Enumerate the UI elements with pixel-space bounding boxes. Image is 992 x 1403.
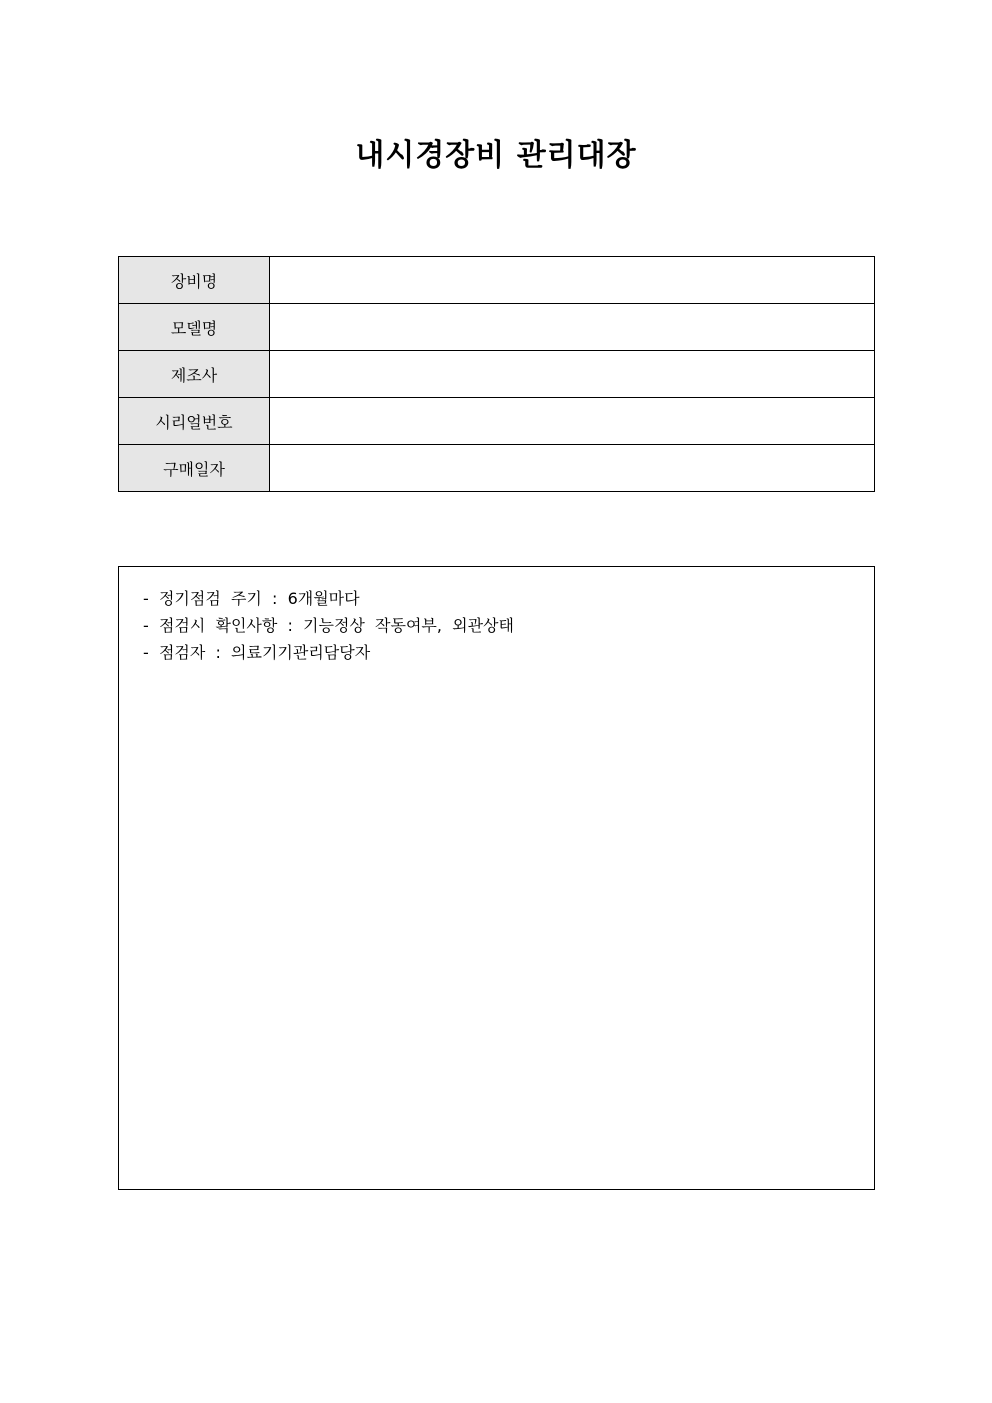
note-inspector: - 점검자 : 의료기기관리담당자 <box>143 643 371 662</box>
table-row <box>119 351 875 398</box>
label-manufacturer: 제조사 <box>119 351 270 398</box>
field-equipment-name[interactable] <box>270 257 875 304</box>
field-purchase-date[interactable] <box>270 445 875 492</box>
label-purchase-date: 구매일자 <box>119 445 270 492</box>
label-model-name: 모델명 <box>119 304 270 351</box>
label-equipment-name: 장비명 <box>119 257 270 304</box>
label-serial-number: 시리얼번호 <box>119 398 270 445</box>
table-row <box>119 445 875 492</box>
note-inspection-cycle: - 정기점검 주기 : 6개월마다 <box>143 589 360 608</box>
field-serial-number[interactable] <box>270 398 875 445</box>
notes-box <box>118 566 875 1190</box>
note-inspection-items: - 점검시 확인사항 : 기능정상 작동여부, 외관상태 <box>143 616 514 635</box>
table-row <box>119 304 875 351</box>
field-model-name[interactable] <box>270 304 875 351</box>
notes-list <box>119 567 874 666</box>
document-title: 내시경장비 관리대장 <box>355 138 637 173</box>
table-row <box>119 257 875 304</box>
equipment-info-table <box>118 256 875 492</box>
field-manufacturer[interactable] <box>270 351 875 398</box>
table-row <box>119 398 875 445</box>
